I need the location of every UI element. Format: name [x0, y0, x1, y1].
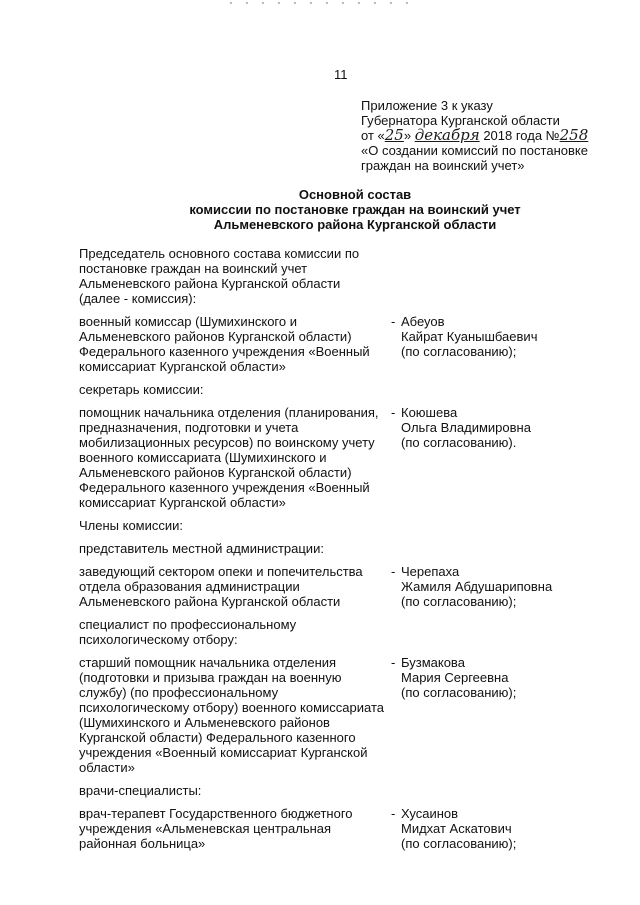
- member-position: помощник начальника отделения (планирования, предназначения, подготовки и учета мобилизационных ресурсов) по воинскому учету военного комиссариата (Шумихинского и Альменевского районов Курганской области) Федерального казенного учреждения «Военный комиссариат Курганской области»: [79, 405, 379, 510]
- dash: -: [391, 564, 396, 579]
- dash: -: [391, 314, 396, 329]
- document-title: [0, 187, 640, 232]
- member-row: [79, 314, 599, 374]
- section-heading: представитель местной администрации:: [79, 541, 324, 556]
- member-row: [79, 806, 599, 851]
- scan-artifact: [230, 2, 410, 4]
- member-note: (по согласованию);: [401, 836, 517, 851]
- member-person: [391, 655, 516, 775]
- member-position: старший помощник начальника отделения (подготовки и призыва граждан на военную службу) (по профессиональному психологическому отбору) военного комиссариата (Шумихинского и Альменевского районов Курганской области) Федерального казенного учреждения «Военный комиссариат Курганской области»: [79, 655, 384, 775]
- member-surname: Черепаха: [401, 564, 460, 579]
- section-heading: секретарь комиссии:: [79, 382, 204, 397]
- member-position: заведующий сектором опеки и попечительства отдела образования администрации Альменевского района Курганской области: [79, 564, 363, 609]
- page-number: 11: [334, 67, 348, 82]
- member-row: [79, 564, 599, 609]
- member-surname: Хусаинов: [401, 806, 459, 821]
- member-row: [79, 655, 599, 775]
- section-heading: специалист по профессиональному психологическому отбору:: [79, 617, 297, 647]
- title-line: комиссии по постановке граждан на воинский учет: [189, 202, 521, 217]
- member-name: Жамиля Абдушариповна: [401, 579, 553, 594]
- title-line: Альменевского района Курганской области: [213, 217, 497, 232]
- member-position: врач-терапевт Государственного бюджетного учреждения «Альменевская центральная районная больница»: [79, 806, 353, 851]
- annex-line: «О создании комиссий по постановке: [361, 143, 588, 158]
- dash: -: [391, 655, 396, 670]
- section-heading: врачи-специалисты:: [79, 783, 202, 798]
- member-person: [391, 564, 552, 609]
- dash: -: [391, 405, 396, 420]
- composition-list: [79, 246, 599, 859]
- handwritten-month: декабря: [414, 126, 480, 144]
- member-person: [391, 405, 531, 510]
- member-surname: Коюшева: [401, 405, 458, 420]
- title-line: Основной состав: [298, 187, 412, 202]
- member-name: Мидхат Аскатович: [401, 821, 512, 836]
- members-heading: Члены комиссии:: [79, 518, 184, 533]
- date-close: »: [403, 128, 412, 143]
- member-note: (по согласованию);: [401, 685, 517, 700]
- member-name: Кайрат Куанышбаевич: [401, 329, 538, 344]
- date-prefix: от «: [361, 128, 385, 143]
- handwritten-day: 25: [384, 126, 404, 144]
- member-person: [391, 314, 537, 374]
- chairman-heading: Председатель основного состава комиссии по постановке граждан на воинский учет Альменевского района Курганской области (далее - комиссия):: [79, 246, 360, 306]
- member-surname: Бузмакова: [401, 655, 465, 670]
- member-note: (по согласованию);: [401, 344, 517, 359]
- annex-line: Приложение 3 к указу: [361, 98, 493, 113]
- dash: -: [391, 806, 396, 821]
- member-note: (по согласованию);: [401, 594, 517, 609]
- member-note: (по согласованию).: [401, 435, 517, 450]
- annex-line: граждан на воинский учет»: [361, 158, 525, 173]
- member-surname: Абеуов: [401, 314, 445, 329]
- annex-block: [361, 98, 621, 173]
- handwritten-number: 258: [559, 126, 589, 144]
- member-name: Мария Сергеевна: [401, 670, 509, 685]
- member-row: [79, 405, 599, 510]
- member-person: [391, 806, 516, 851]
- year-text: 2018 года №: [483, 128, 560, 143]
- annex-date-line: [361, 128, 621, 143]
- annex-line: Губернатора Курганской области: [361, 113, 560, 128]
- member-name: Ольга Владимировна: [401, 420, 531, 435]
- chairman-heading-row: [79, 246, 599, 306]
- member-position: военный комиссар (Шумихинского и Альменевского районов Курганской области) Федерального казенного учреждения «Военный комиссариат Курганской области»: [79, 314, 370, 374]
